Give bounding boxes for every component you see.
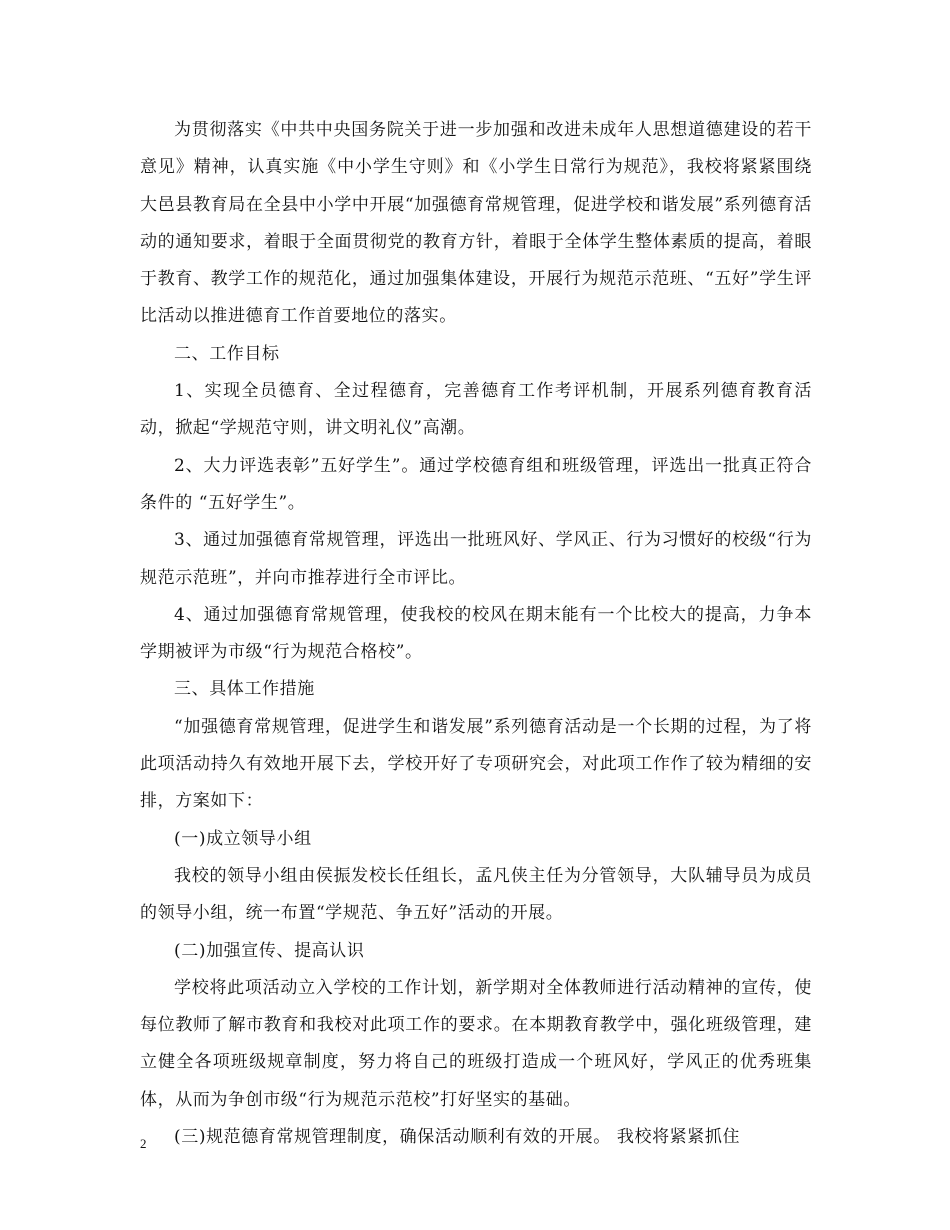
paragraph-publicity: 学校将此项活动立入学校的工作计划，新学期对全体教师进行活动精神的宣传，使每位教师了解市教育和我校对此项工作的要求。在本期教育教学中，强化班级管理，建立健全各项班级规章制度，努力将自己的班级打造成一个班风好，学风正的优秀班集体，从而为争创市级“行为规范示范校”打好坚实的基础。 [140,977,812,1110]
heading-leadership-group: (一)成立领导小组 [174,828,312,849]
page-number: 2 [140,1136,147,1151]
paragraph-goal-3: 3、通过加强德育常规管理，评选出一批班风好、学风正、行为习惯好的校级“行为规范示范班”，并向市推荐进行全市评比。 [140,530,812,588]
paragraph-goal-1: 1、实现全员德育、全过程德育，完善德育工作考评机制，开展系列德育教育活动，掀起“学规范守则，讲文明礼仪”高潮。 [140,381,812,439]
paragraph-goal-4: 4、通过加强德育常规管理，使我校的校风在期末能有一个比校大的提高，力争本学期被评为市级“行为规范合格校”。 [140,604,812,663]
paragraph-regulation: (三)规范德育常规管理制度，确保活动顺利有效的开展。 我校将紧紧抓住 [174,1127,741,1148]
paragraph-leadership-group: 我校的领导小组由侯振发校长任组长，孟凡侠主任为分管领导，大队辅导员为成员的领导小组，统一布置“学规范、争五好”活动的开展。 [140,865,812,924]
heading-measures: 三、具体工作措施 [174,679,315,700]
heading-work-goals: 二、工作目标 [174,343,280,364]
paragraph-measures-intro: “加强德育常规管理，促进学生和谐发展”系列德育活动是一个长期的过程，为了将此项活动持久有效地开展下去，学校开好了专项研究会，对此项工作作了较为精细的安排，方案如下： [140,716,812,812]
paragraph-goal-2: 2、大力评选表彰”五好学生”。通过学校德育组和班级管理，评选出一批真正符合条件的 “五好学生”。 [140,455,812,513]
document-body [140,112,812,1156]
heading-publicity: (二)加强宣传、提高认识 [174,940,365,961]
paragraph-intro: 为贯彻落实《中共中央国务院关于进一步加强和改进未成年人思想道德建设的若干意见》精神，认真实施《中小学生守则》和《小学生日常行为规范》，我校将紧紧围绕大邑县教育局在全县中小学中开展“加强德育常规管理，促进学校和谐发展”系列德育活动的通知要求，着眼于全面贯彻党的教育方针，着眼于全体学生整体素质的提高，着眼于教育、教学工作的规范化，通过加强集体建设，开展行为规范示范班、“五好”学生评比活动以推进德育工作首要地位的落实。 [140,120,812,327]
